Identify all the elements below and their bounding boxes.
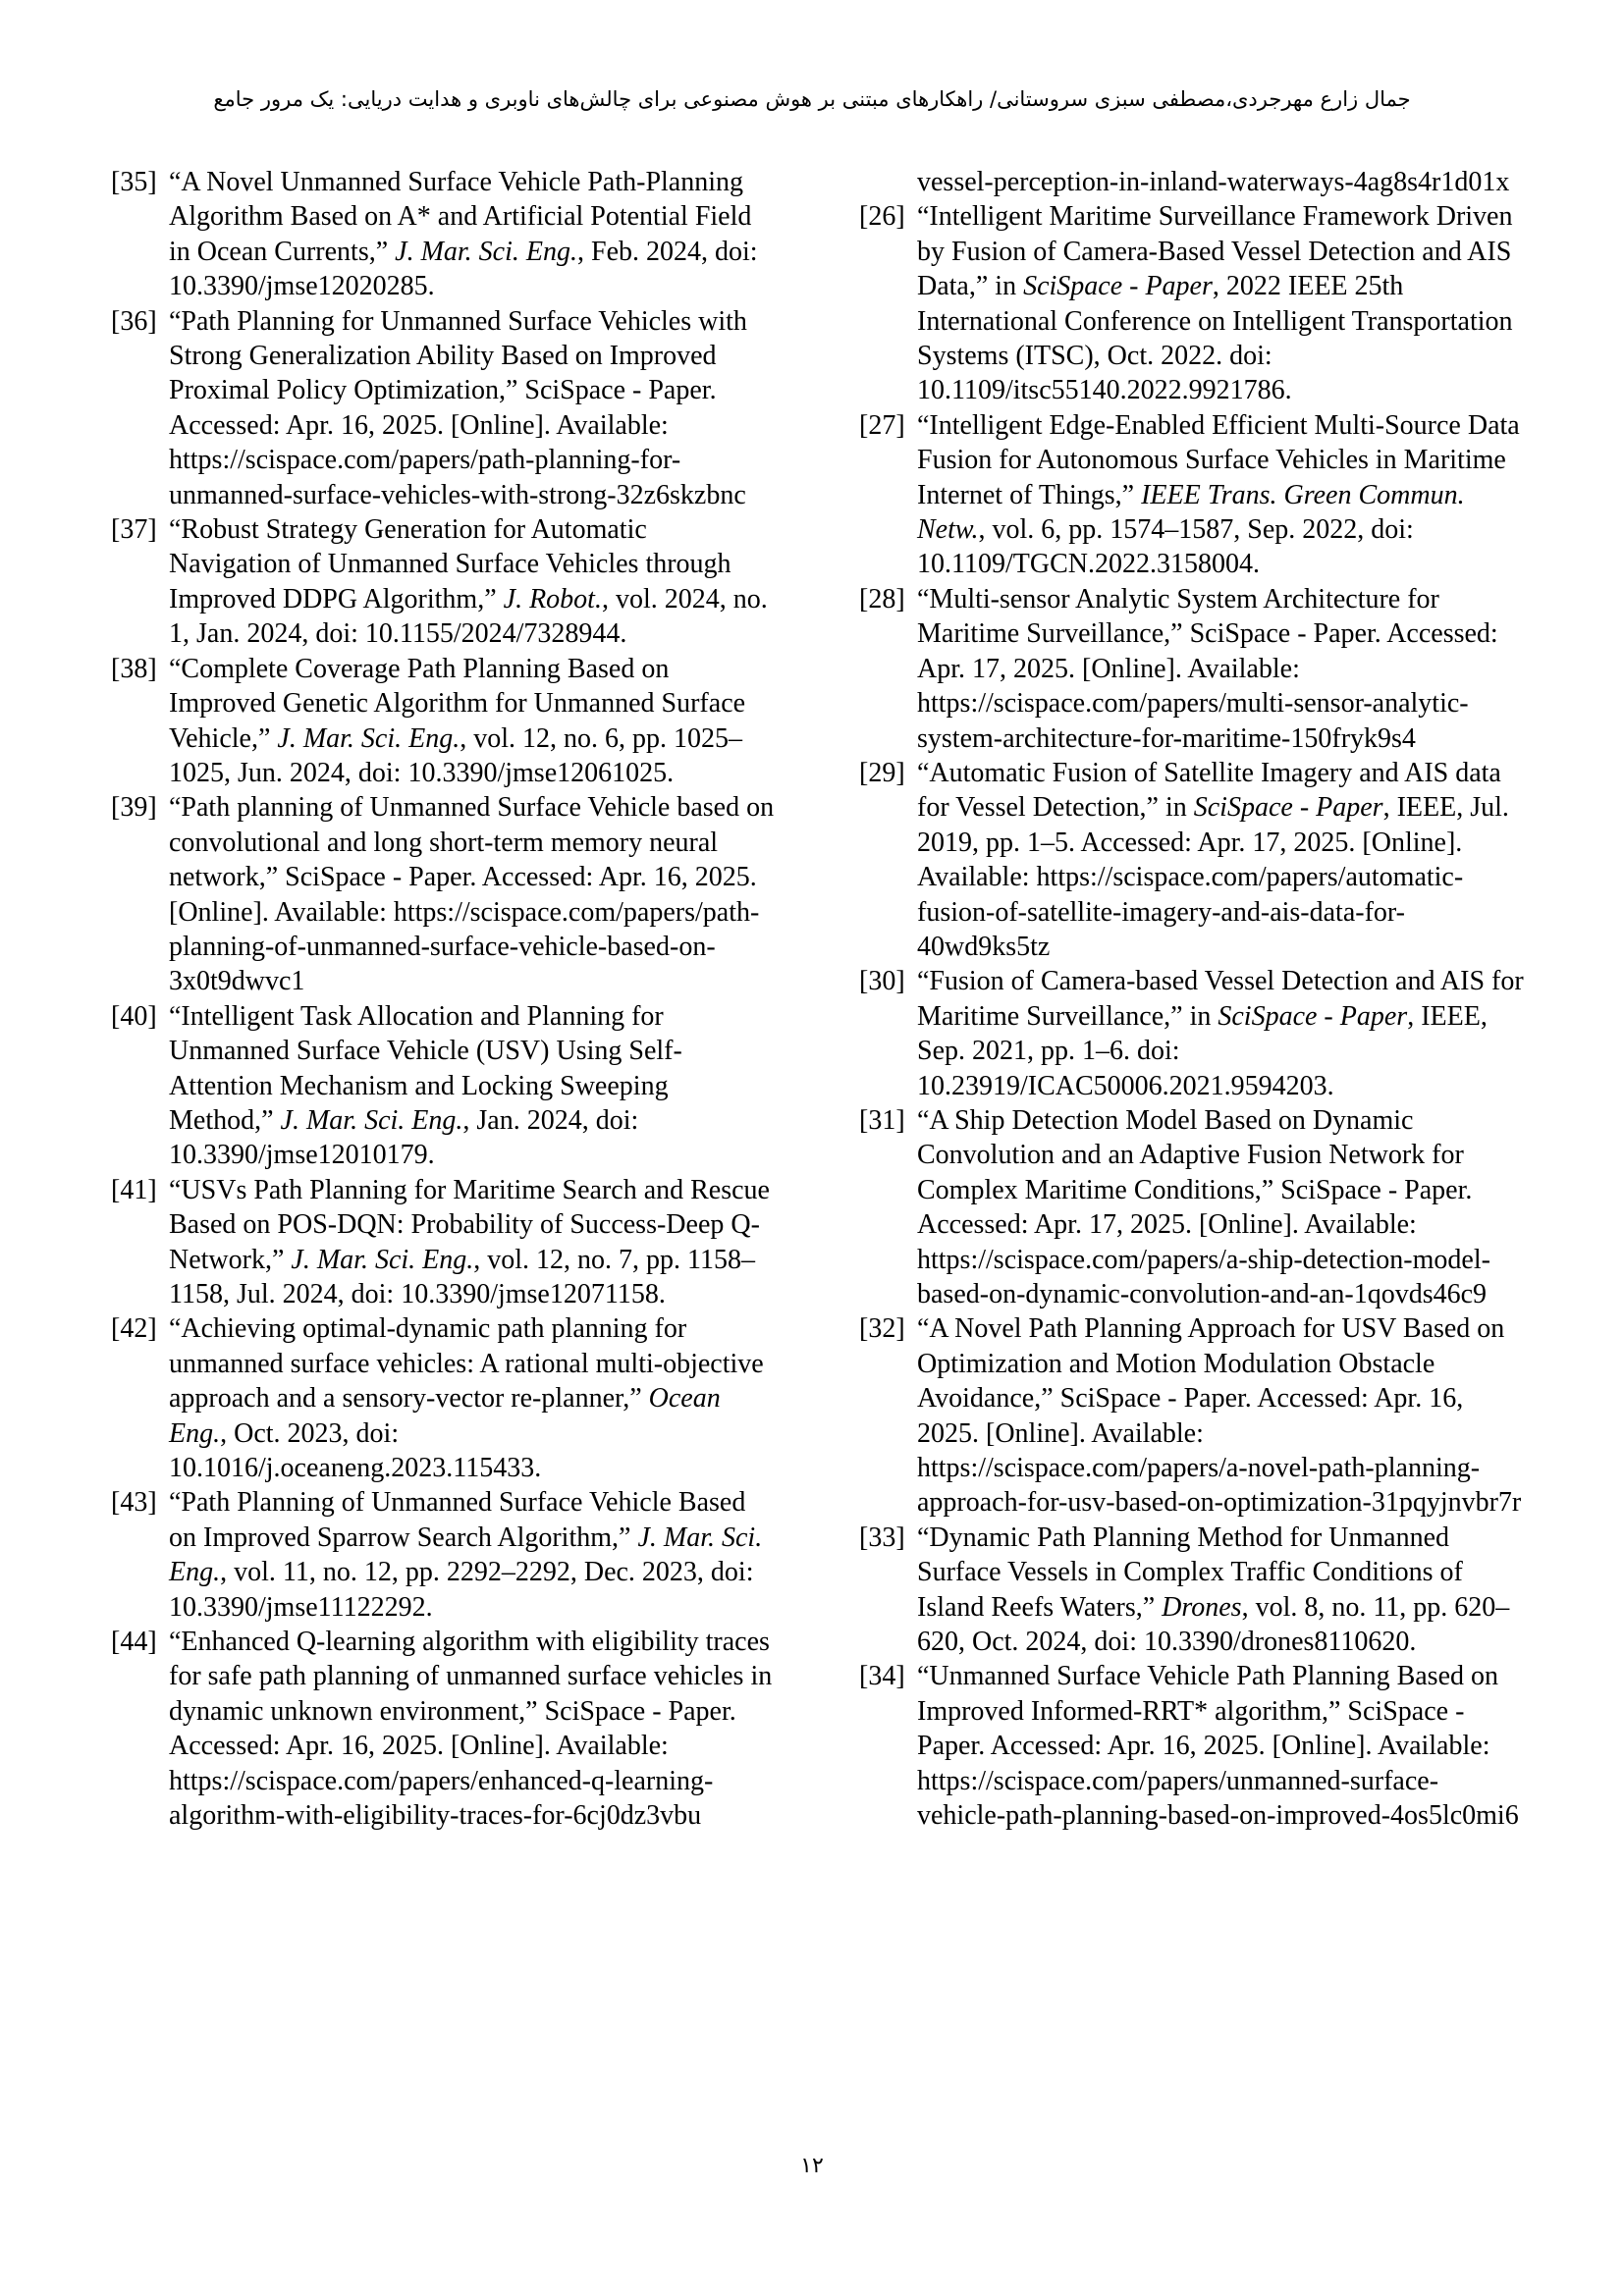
reference-entry (111, 999, 776, 1173)
reference-segment: “A Novel Path Planning Approach for USV Based on Optimization and Motion Modulation Obstacle Avoidance,” SciSpace - Paper. Accessed: Apr. 16, 2025. [Online]. Available: https://scispace.com/papers/a-novel-path-planning-approach-for-usv-based-on-optimization-31pqyjnvbr7r (917, 1313, 1522, 1519)
reference-segment: , vol. 8, no. 11, pp. 620–620, Oct. 2024, doi: 10.3390/drones8110620. (917, 1591, 1510, 1658)
reference-number: [41] (111, 1174, 157, 1205)
reference-number: [33] (859, 1522, 905, 1553)
reference-segment: , vol. 12, no. 6, pp. 1025–1025, Jun. 2024, doi: 10.3390/jmse12061025. (169, 722, 743, 788)
reference-entry (111, 1625, 776, 1833)
reference-text (169, 1313, 764, 1483)
reference-number: [30] (859, 966, 905, 997)
reference-number: [32] (859, 1313, 905, 1345)
reference-number: [31] (859, 1104, 905, 1136)
reference-segment: , vol. 12, no. 7, pp. 1158–1158, Jul. 2024, doi: 10.3390/jmse12071158. (169, 1244, 756, 1309)
journal-name: SciSpace - Paper (1023, 271, 1213, 302)
references-column-left (111, 165, 776, 1834)
reference-segment: , vol. 2024, no. 1, Jan. 2024, doi: 10.1155/2024/7328944. (169, 583, 768, 650)
reference-segment: “Intelligent Task Allocation and Planning for Unmanned Surface Vehicle (USV) Using Self-Attention Mechanism and Locking Sweeping Method,” (169, 1000, 682, 1136)
reference-entry (859, 756, 1524, 964)
journal-name: J. Mar. Sci. Eng. (277, 722, 460, 754)
reference-entry (111, 304, 776, 512)
reference-number: [39] (111, 792, 157, 824)
reference-segment: , IEEE, Jul. 2019, pp. 1–5. Accessed: Apr. 17, 2025. [Online]. Available: https://scispace.com/papers/automatic-fusion-of-satellite-imagery-and-ais-data-for-40wd9ks5tz (917, 792, 1509, 962)
reference-number: [29] (859, 757, 905, 788)
reference-segment: “Intelligent Maritime Surveillance Framework Driven by Fusion of Camera-Based Vessel Detection and AIS Data,” in (917, 201, 1513, 302)
reference-segment: “Unmanned Surface Vehicle Path Planning Based on Improved Informed-RRT* algorithm,” SciSpace - Paper. Accessed: Apr. 16, 2025. [Online]. Available: https://scispace.com/papers/unmanned-surface-vehicle-path-planning-based-on-improved-4os5lc0mi6 (917, 1661, 1519, 1832)
reference-segment: “Fusion of Camera-based Vessel Detection and AIS for Maritime Surveillance,” in (917, 966, 1524, 1032)
reference-segment: “Complete Coverage Path Planning Based on Improved Genetic Algorithm for Unmanned Surface Vehicle,” (169, 653, 746, 754)
reference-segment: “Robust Strategy Generation for Automatic Navigation of Unmanned Surface Vehicles through Improved DDPG Algorithm,” (169, 514, 731, 614)
reference-text (917, 758, 1509, 962)
reference-segment: “Enhanced Q-learning algorithm with eligibility traces for safe path planning of unmanned surface vehicles in dynamic unknown environment,” SciSpace - Paper. Accessed: Apr. 16, 2025. [Online]. Available: https://scispace.com/papers/enhanced-q-learning-algorithm-with-eligibility-traces-for-6cj0dz3vbu (169, 1627, 773, 1832)
reference-number: [28] (859, 583, 905, 614)
reference-text (169, 1627, 772, 1831)
reference-segment: “Automatic Fusion of Satellite Imagery and AIS data for Vessel Detection,” in (917, 757, 1501, 824)
reference-segment: , Oct. 2023, doi: 10.1016/j.oceaneng.2023.115433. (169, 1417, 542, 1484)
reference-entry (859, 408, 1524, 582)
reference-text (169, 1487, 762, 1622)
reference-entry (111, 652, 776, 791)
journal-name: J. Mar. Sci. Eng. (280, 1104, 463, 1136)
reference-number: [42] (111, 1313, 157, 1345)
journal-name: Ocean Eng. (169, 1383, 721, 1449)
reference-entry (111, 1311, 776, 1485)
reference-number: [44] (111, 1627, 157, 1658)
reference-text (917, 966, 1524, 1100)
reference-segment: , IEEE, Sep. 2021, pp. 1–6. doi: 10.23919/ICAC50006.2021.9594203. (917, 1000, 1488, 1101)
reference-text (917, 1313, 1521, 1518)
reference-entry (111, 165, 776, 304)
journal-name: J. Mar. Sci. Eng. (169, 1522, 763, 1588)
reference-text (169, 792, 774, 996)
reference-text (169, 1175, 770, 1309)
reference-entry (111, 512, 776, 652)
reference-text (169, 306, 747, 510)
reference-entry (859, 582, 1524, 756)
running-header: جمال زارع مهرجردی،مصطفی سبزی سروستانی/ راهکارهای مبتنی بر هوش مصنوعی برای چالش‌های ناوبری و هدایت دریایی: یک مرور جامع (213, 87, 1411, 111)
reference-segment: “Path Planning of Unmanned Surface Vehicle Based on Improved Sparrow Search Algorithm,” (169, 1487, 746, 1553)
reference-segment: “Achieving optimal-dynamic path planning for unmanned surface vehicles: A rational multi-objective approach and a sensory-vector re-planner,” (169, 1313, 764, 1415)
reference-segment: “USVs Path Planning for Maritime Search and Rescue Based on POS-DQN: Probability of Success-Deep Q-Network,” (169, 1174, 770, 1275)
reference-segment: “Path planning of Unmanned Surface Vehicle based on convolutional and long short-term memory neural network,” SciSpace - Paper. Accessed: Apr. 16, 2025. [Online]. Available: https://scispace.com/papers/path-planning-of-unmanned-surface-vehicle-based-on-3x0t9dwvc1 (169, 792, 775, 997)
reference-entry (111, 1173, 776, 1312)
reference-text (917, 584, 1498, 754)
journal-name: SciSpace - Paper (1193, 792, 1383, 824)
reference-segment: , Feb. 2024, doi: 10.3390/jmse12020285. (169, 236, 758, 302)
reference-segment: “Path Planning for Unmanned Surface Vehicles with Strong Generalization Ability Based on Improved Proximal Policy Optimization,” SciSpace - Paper. Accessed: Apr. 16, 2025. [Online]. Available: https://scispace.com/papers/path-planning-for-unmanned-surface-vehicles-with-strong-32z6skzbnc (169, 305, 747, 510)
journal-name: J. Mar. Sci. Eng. (395, 236, 577, 267)
reference-number: [36] (111, 305, 157, 337)
reference-segment: vessel-perception-in-inland-waterways-4ag8s4r1d01x (917, 167, 1510, 197)
reference-text (917, 1522, 1509, 1657)
reference-text (169, 514, 768, 649)
journal-name: SciSpace - Paper (1218, 1000, 1408, 1032)
reference-text (169, 167, 758, 301)
reference-segment: , Jan. 2024, doi: 10.3390/jmse12010179. (169, 1104, 639, 1171)
reference-number: [34] (859, 1661, 905, 1692)
reference-text (917, 1105, 1490, 1309)
reference-number: [37] (111, 514, 157, 546)
references-column-right (859, 165, 1524, 1834)
reference-entry (859, 165, 1524, 199)
reference-entry (859, 1521, 1524, 1660)
reference-number: [38] (111, 653, 157, 684)
reference-entry (859, 199, 1524, 407)
reference-segment: , 2022 IEEE 25th International Conference on Intelligent Transportation Systems (ITSC), Oct. 2022. doi: 10.1109/itsc55140.2022.9921786. (917, 271, 1513, 406)
reference-segment: “A Novel Unmanned Surface Vehicle Path-Planning Algorithm Based on A* and Artificial Potential Field in Ocean Currents,” (169, 167, 752, 267)
reference-number: [27] (859, 409, 905, 441)
journal-name: J. Robot. (503, 583, 602, 614)
reference-segment: , vol. 11, no. 12, pp. 2292–2292, Dec. 2023, doi: 10.3390/jmse11122292. (169, 1557, 754, 1623)
reference-number: [26] (859, 201, 905, 233)
reference-text (917, 167, 1509, 197)
reference-segment: “Intelligent Edge-Enabled Efficient Multi-Source Data Fusion for Autonomous Surface Vehicles in Maritime Internet of Things,” (917, 409, 1520, 510)
reference-number: [40] (111, 1000, 157, 1032)
reference-segment: “Dynamic Path Planning Method for Unmanned Surface Vessels in Complex Traffic Conditions of Island Reefs Waters,” (917, 1522, 1463, 1623)
reference-text (169, 654, 745, 788)
page-number: ۱۲ (800, 2154, 824, 2178)
reference-segment: “Multi-sensor Analytic System Architecture for Maritime Surveillance,” SciSpace - Paper. Accessed: Apr. 17, 2025. [Online]. Available: https://scispace.com/papers/multi-sensor-analytic-system-architecture-for-maritime-150fryk9s4 (917, 583, 1498, 754)
reference-text (917, 201, 1513, 405)
reference-entry (111, 790, 776, 998)
journal-name: J. Mar. Sci. Eng. (291, 1244, 474, 1275)
reference-text (917, 1661, 1519, 1831)
journal-name: Drones (1162, 1591, 1242, 1623)
reference-text (917, 410, 1520, 580)
reference-entry (859, 1311, 1524, 1520)
reference-entry (859, 964, 1524, 1103)
reference-segment: , vol. 6, pp. 1574–1587, Sep. 2022, doi: 10.1109/TGCN.2022.3158004. (917, 514, 1414, 580)
reference-number: [35] (111, 167, 157, 197)
reference-entry (859, 1659, 1524, 1833)
reference-text (169, 1001, 682, 1171)
reference-entry (111, 1485, 776, 1625)
reference-segment: “A Ship Detection Model Based on Dynamic Convolution and an Adaptive Fusion Network for Complex Maritime Conditions,” SciSpace - Paper. Accessed: Apr. 17, 2025. [Online]. Available: https://scispace.com/papers/a-ship-detection-model-based-on-dynamic-convolution-and-an-1qovds46c9 (917, 1104, 1490, 1309)
reference-entry (859, 1103, 1524, 1311)
journal-name: IEEE Trans. Green Commun. Netw. (917, 479, 1465, 546)
reference-number: [43] (111, 1487, 157, 1519)
